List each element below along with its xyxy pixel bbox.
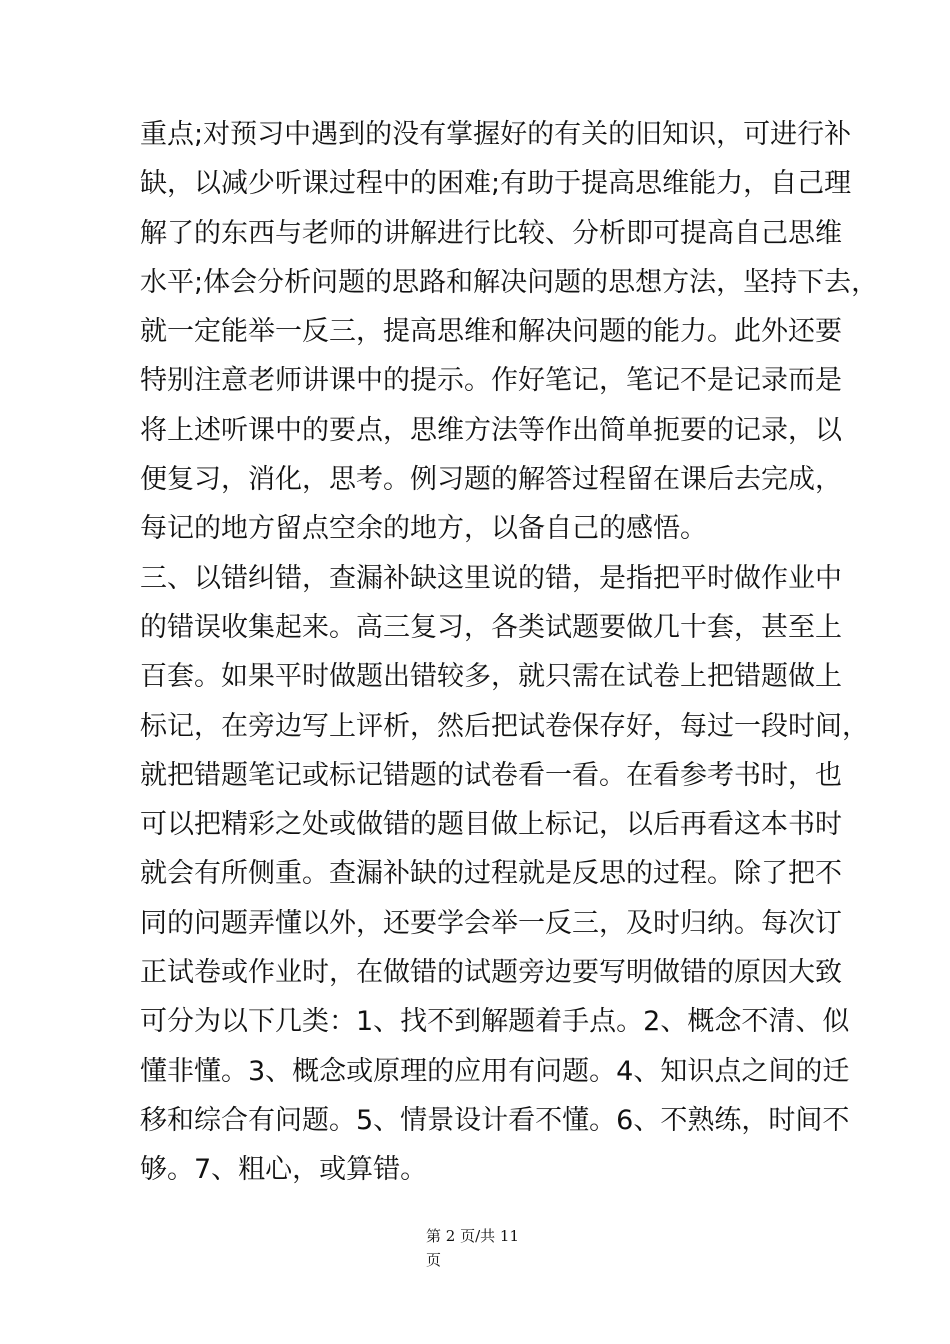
text-line: 特别注意老师讲课中的提示。作好笔记，笔记不是记录而是 xyxy=(140,365,842,397)
page-number-line-1: 第 2 页/共 11 xyxy=(426,1227,519,1245)
text-line: 缺，以减少听课过程中的困难;有助于提高思维能力，自己理 xyxy=(140,168,852,200)
page-number-line-2: 页 xyxy=(426,1251,442,1269)
text-line: 便复习，消化，思考。例习题的解答过程留在课后去完成， xyxy=(140,464,842,496)
body-text xyxy=(140,110,879,1195)
text-line: 解了的东西与老师的讲解进行比较、分析即可提高自己思维 xyxy=(140,217,842,249)
text-line: 三、以错纠错，查漏补缺这里说的错，是指把平时做作业中 xyxy=(140,562,842,594)
text-line: 就一定能举一反三，提高思维和解决问题的能力。此外还要 xyxy=(140,316,842,348)
text-line: 标记，在旁边写上评析，然后把试卷保存好，每过一段时间， xyxy=(140,710,869,742)
text-line: 的错误收集起来。高三复习，各类试题要做几十套，甚至上 xyxy=(140,611,842,643)
text-line: 可以把精彩之处或做错的题目做上标记，以后再看这本书时 xyxy=(140,809,842,841)
page-number-footer xyxy=(426,1224,546,1272)
text-line: 百套。如果平时做题出错较多，就只需在试卷上把错题做上 xyxy=(140,661,842,693)
text-line: 就把错题笔记或标记错题的试卷看一看。在看参考书时，也 xyxy=(140,759,842,791)
text-line: 就会有所侧重。查漏补缺的过程就是反思的过程。除了把不 xyxy=(140,858,842,890)
text-line: 懂非懂。3、概念或原理的应用有问题。4、知识点之间的迁 xyxy=(140,1055,850,1087)
text-line: 够。7、粗心，或算错。 xyxy=(140,1154,428,1186)
text-line: 同的问题弄懂以外，还要学会举一反三，及时归纳。每次订 xyxy=(140,907,842,939)
text-line: 正试卷或作业时，在做错的试题旁边要写明做错的原因大致 xyxy=(140,957,842,989)
text-line: 将上述听课中的要点，思维方法等作出简单扼要的记录，以 xyxy=(140,414,842,446)
text-line: 水平;体会分析问题的思路和解决问题的思想方法，坚持下去， xyxy=(140,266,879,298)
text-line: 可分为以下几类：1、找不到解题着手点。2、概念不清、似 xyxy=(140,1006,850,1038)
text-line: 重点;对预习中遇到的没有掌握好的有关的旧知识，可进行补 xyxy=(140,119,852,150)
text-line: 每记的地方留点空余的地方，以备自己的感悟。 xyxy=(140,513,707,545)
text-line: 移和综合有问题。5、情景设计看不懂。6、不熟练，时间不 xyxy=(140,1104,850,1136)
